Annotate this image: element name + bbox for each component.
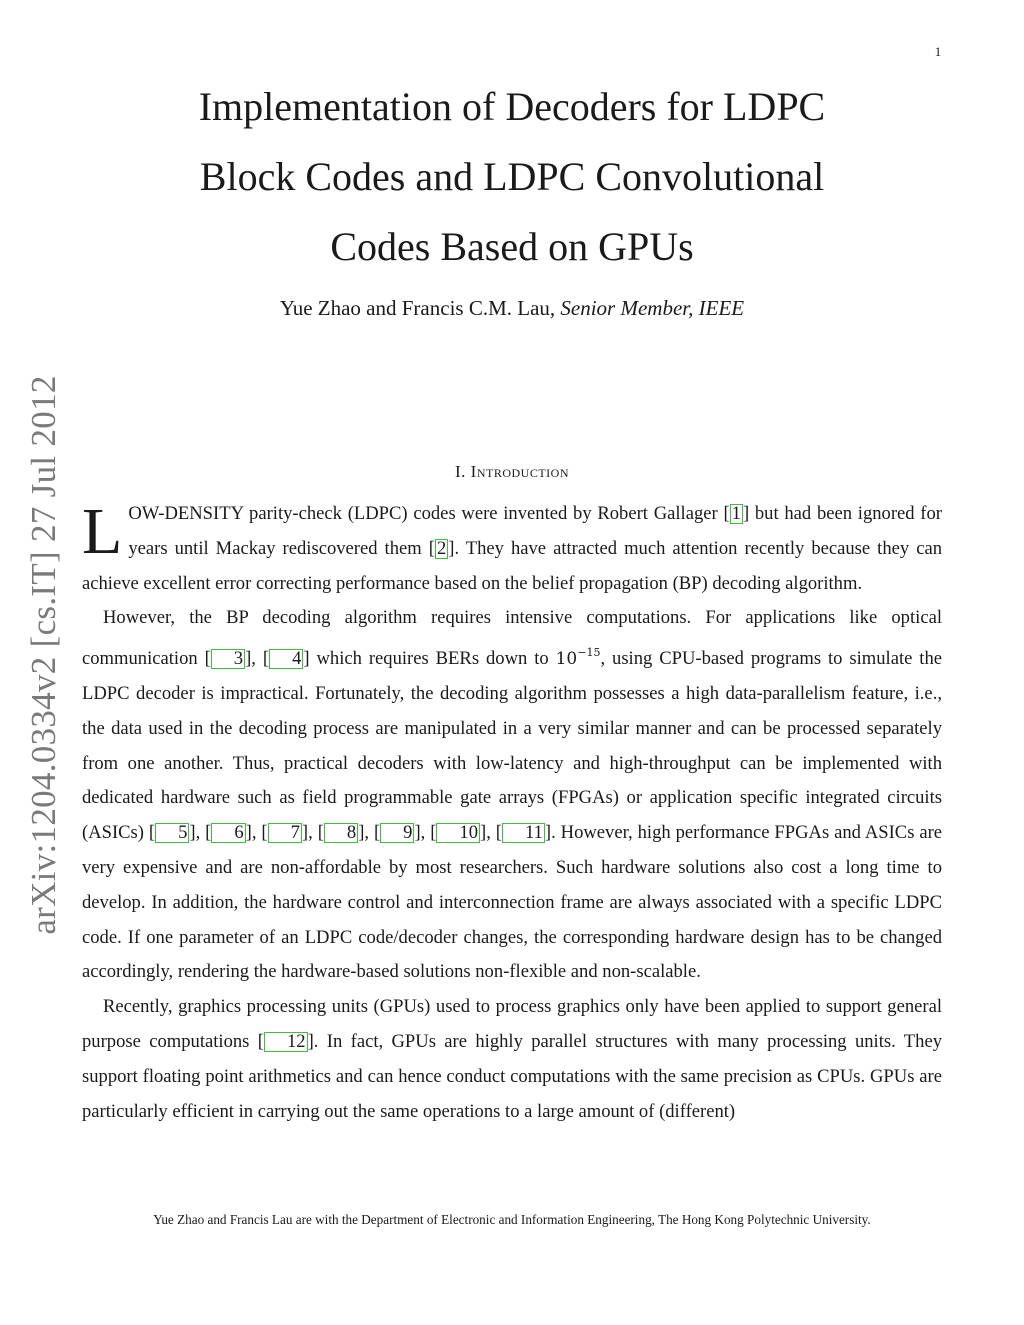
text-run: Recently, graphics processing units (GPUs) used to process graphics only have been applied to support general purpose computations [82,996,942,1052]
text-run: but had been ignored for years until Mackay rediscovered them [128,503,942,559]
author-names: Yue Zhao and Francis C.M. Lau, [279,296,561,320]
separator: , [251,822,262,844]
citation-link[interactable]: 2 [436,537,447,559]
text-run: . They have attracted much attention recently because they can achieve excellent error correcting performance based on the belief propagation (BP) decoding algorithm. [82,537,942,594]
citation-link[interactable]: 7 [268,823,302,843]
separator: , [420,822,431,844]
text-run: , [251,648,263,670]
citation-link[interactable]: 3 [211,649,245,669]
separator: , [195,822,206,844]
text-run: which requires BERs down to [309,648,556,670]
separator: , [308,822,318,844]
body-text [82,497,942,1129]
citation-link[interactable]: 6 [211,823,245,843]
separator: , [486,822,496,844]
section-title: Introduction [470,462,569,481]
title-line-3: Codes Based on GPUs [330,224,694,269]
drop-cap: L [82,495,123,568]
paragraph-1: LOW-DENSITY parity-check (LDPC) codes were invented by Robert Gallager [ 1 ] but had been ignored for years until Mackay rediscovered them [ 2 ]. They have attracted much attention recently because they can achieve excellent error correcting performance based on the belief propagation (BP) decoding algorithm. [82,495,942,594]
citation-link[interactable]: 4 [269,649,303,669]
citation-link[interactable]: 1 [731,503,741,524]
title-line-1: Implementation of Decoders for LDPC [198,84,826,129]
text-run: , using CPU-based programs to simulate the LDPC decoder is impractical. Fortunately, the decoding algorithm possesses a high data-parallelism feature, i.e., the data used in the decoding process are manipulated in a very similar manner and can be processed separately from one another. Thus, practical decoders with low-latency and high-throughput can be implemented with dedicated hardware such as field programmable gate arrays (FPGAs) or application specific integrated circuits (ASICs) [82,648,942,844]
footnote: Yue Zhao and Francis Lau are with the Department of Electronic and Information Engineering, The Hong Kong Polytechnic University. [153,1212,871,1227]
citation-link[interactable]: 10 [436,823,480,843]
title-line-2: Block Codes and LDPC Convolutional [199,154,825,199]
page-number: 1 [934,44,942,59]
paragraph-3: Recently, graphics processing units (GPUs) used to process graphics only have been applied to support general purpose computations [ 12 ]. In fact, GPUs are highly parallel structures with many processing units. They support floating point arithmetics and can hence conduct computations with the same precision as CPUs. GPUs are particularly efficient in carrying out the same operations to a large amount of (different) [82,996,942,1122]
math-base: 10 [555,649,578,670]
arxiv-identifier: arXiv:1204.0334v2 [cs.IT] 27 Jul 2012 [24,375,63,935]
text-run: However, the BP decoding algorithm requires intensive computations. For applications like optical communication [82,607,942,670]
section-numeral: I. [455,462,471,481]
separator: , [364,822,374,844]
citation-link[interactable]: 8 [324,823,358,843]
citation-link[interactable]: 5 [155,823,189,843]
paper-title [150,72,874,282]
math-expression [555,646,601,670]
citation-link[interactable]: 11 [502,823,545,843]
text-run: . In fact, GPUs are highly parallel structures with many processing units. They support floating point arithmetics and can hence conduct computations with the same precision as CPUs. GPUs are particularly efficient in carrying out the same operations to a large amount of (different) [82,1030,942,1122]
author-line [150,296,874,321]
citation-link[interactable]: 9 [380,823,414,843]
math-exponent: −15 [577,646,601,660]
citation-link[interactable]: 12 [264,1032,308,1052]
author-role: Senior Member, IEEE [560,296,745,320]
text-run: . However, high performance FPGAs and ASICs are very expensive and are non-affordable by most researchers. Such hardware solutions also cost a long time to develop. In addition, the hardware control and interconnection frame are always associated with a specific LDPC code. If one parameter of an LDPC code/decoder changes, the corresponding hardware design has to be changed accordingly, rendering the hardware-based solutions non-flexible and non-scalable. [82,822,943,983]
text-run: OW-DENSITY parity-check (LDPC) codes were invented by Robert Gallager [128,503,724,524]
section-heading [150,462,874,482]
paragraph-2: However, the BP decoding algorithm requires intensive computations. For applications like optical communication [ 3 ], [ 4 ] which requires BERs down to $10^{-15}$, using CPU-based programs to simulate the LDPC decoder is impractical. Fortunately, the decoding algorithm possesses a high data-parallelism feature, i.e., the data used in the decoding process are manipulated in a very similar manner and can be processed separately from one another. Thus, practical decoders with low-latency and high-throughput can be implemented with dedicated hardware such as field programmable gate arrays (FPGAs) or application specific integrated circuits (ASICs) [ 5 ], [ 6 ], [ 7 ], [ 8 ], [ 9 ], [ 10 ], [ 11 ]. However, high performance FPGAs and ASICs are very expensive and are non-affordable by most researchers. Such hardware solutions also cost a long time to develop. In addition, the hardware control and interconnection frame are always associated with a specific LDPC code. If one parameter of an LDPC code/decoder changes, the corresponding hardware design has to be changed accordingly, rendering the hardware-based solutions non-flexible and non-scalable. [82,607,943,983]
